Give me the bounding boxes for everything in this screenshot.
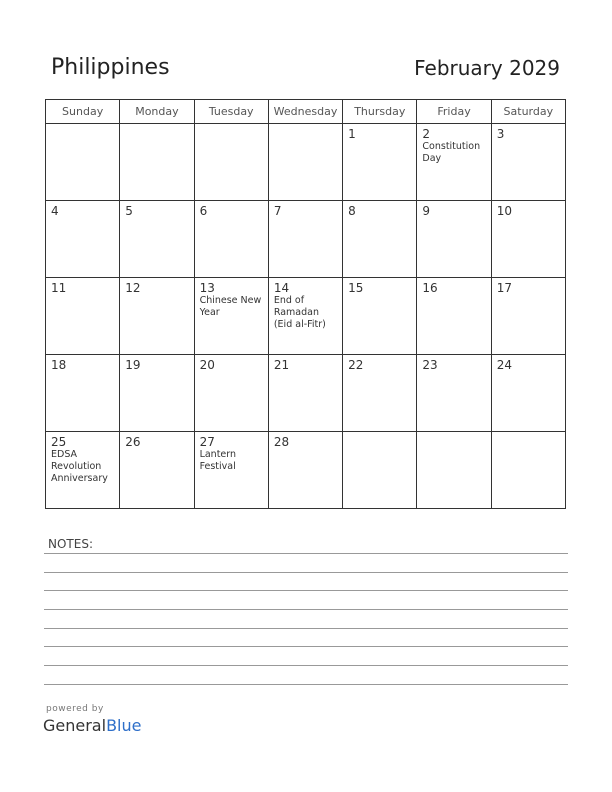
day-cell bbox=[417, 355, 491, 432]
day-cell bbox=[46, 124, 120, 201]
day-cell bbox=[343, 124, 417, 201]
day-cell bbox=[343, 432, 417, 509]
calendar-month: February 2029 bbox=[414, 56, 560, 80]
day-cell bbox=[268, 432, 342, 509]
day-number: 20 bbox=[199, 358, 215, 372]
day-cell bbox=[491, 355, 565, 432]
day-cell bbox=[120, 355, 194, 432]
note-line bbox=[44, 572, 568, 573]
day-number: 24 bbox=[496, 358, 512, 372]
calendar-grid bbox=[45, 99, 566, 509]
note-line bbox=[44, 665, 568, 666]
day-cell bbox=[343, 355, 417, 432]
note-line bbox=[44, 609, 568, 610]
week-row bbox=[46, 432, 566, 509]
day-number: 21 bbox=[273, 358, 290, 372]
day-number: 11 bbox=[51, 281, 67, 295]
day-cell bbox=[268, 201, 342, 278]
week-row bbox=[46, 201, 566, 278]
day-number bbox=[195, 124, 268, 127]
day-number bbox=[46, 124, 119, 127]
day-cell bbox=[120, 432, 194, 509]
note-line bbox=[44, 553, 568, 554]
day-number: 13 bbox=[199, 281, 215, 295]
day-cell bbox=[120, 278, 194, 355]
day-number: 8 bbox=[348, 204, 356, 218]
brand-general: General bbox=[43, 716, 107, 735]
day-number: 16 bbox=[422, 281, 438, 295]
day-number: 28 bbox=[273, 435, 290, 449]
weekday-header: Wednesday bbox=[268, 100, 342, 124]
week-row bbox=[46, 278, 566, 355]
day-number bbox=[269, 124, 342, 127]
week-row bbox=[46, 355, 566, 432]
day-cell bbox=[417, 432, 491, 509]
day-cell bbox=[46, 355, 120, 432]
day-number: 18 bbox=[51, 358, 67, 372]
day-number bbox=[343, 432, 416, 435]
day-cell bbox=[194, 355, 268, 432]
day-number: 17 bbox=[496, 281, 512, 295]
day-cell bbox=[343, 201, 417, 278]
day-cell bbox=[417, 278, 491, 355]
day-number: 12 bbox=[125, 281, 141, 295]
day-cell bbox=[46, 278, 120, 355]
weekday-header: Thursday bbox=[343, 100, 417, 124]
weekday-header-row bbox=[46, 100, 566, 124]
day-number: 22 bbox=[348, 358, 364, 372]
holiday-label: Lantern Festival bbox=[199, 449, 237, 472]
day-number: 19 bbox=[125, 358, 141, 372]
day-number bbox=[120, 124, 193, 127]
day-number: 26 bbox=[125, 435, 141, 449]
week-row bbox=[46, 124, 566, 201]
notes-label: NOTES: bbox=[48, 537, 93, 551]
day-cell bbox=[194, 432, 268, 509]
day-cell bbox=[417, 124, 491, 201]
note-line bbox=[44, 684, 568, 685]
calendar-country: Philippines bbox=[51, 55, 170, 80]
brand-logo[interactable] bbox=[43, 716, 141, 735]
day-number: 27 bbox=[199, 435, 215, 449]
note-line bbox=[44, 590, 568, 591]
day-cell bbox=[194, 124, 268, 201]
weekday-header: Monday bbox=[120, 100, 194, 124]
weekday-header: Tuesday bbox=[194, 100, 268, 124]
weekday-header: Friday bbox=[417, 100, 491, 124]
day-number: 6 bbox=[199, 204, 208, 218]
weekday-header: Sunday bbox=[46, 100, 120, 124]
day-cell bbox=[491, 124, 565, 201]
holiday-label: EDSA Revolution Anniversary bbox=[51, 449, 108, 484]
day-number: 14 bbox=[273, 281, 290, 295]
day-number: 4 bbox=[51, 204, 59, 218]
day-cell bbox=[120, 201, 194, 278]
day-cell bbox=[46, 432, 120, 509]
day-cell bbox=[268, 355, 342, 432]
day-number: 7 bbox=[273, 204, 282, 218]
note-line bbox=[44, 628, 568, 629]
day-cell bbox=[491, 432, 565, 509]
day-number: 2 bbox=[422, 127, 431, 141]
holiday-label: End of Ramadan (Eid al-Fitr) bbox=[273, 295, 326, 330]
day-cell bbox=[491, 201, 565, 278]
day-cell bbox=[194, 278, 268, 355]
day-number: 10 bbox=[496, 204, 512, 218]
day-number: 1 bbox=[348, 127, 356, 141]
day-cell bbox=[491, 278, 565, 355]
day-cell bbox=[343, 278, 417, 355]
day-cell bbox=[417, 201, 491, 278]
day-number: 9 bbox=[422, 204, 431, 218]
day-cell bbox=[120, 124, 194, 201]
day-number: 23 bbox=[422, 358, 438, 372]
day-number: 3 bbox=[496, 127, 505, 141]
day-number bbox=[492, 432, 565, 435]
day-number: 25 bbox=[51, 435, 67, 449]
day-cell bbox=[268, 124, 342, 201]
holiday-label: Chinese New Year bbox=[199, 295, 262, 318]
day-number bbox=[417, 432, 490, 435]
note-line bbox=[44, 646, 568, 647]
day-number: 5 bbox=[125, 204, 133, 218]
day-number: 15 bbox=[348, 281, 364, 295]
day-cell bbox=[268, 278, 342, 355]
brand-blue: Blue bbox=[106, 716, 142, 735]
powered-by-text: powered by bbox=[46, 704, 104, 714]
weekday-header: Saturday bbox=[491, 100, 565, 124]
day-cell bbox=[46, 201, 120, 278]
day-cell bbox=[194, 201, 268, 278]
holiday-label: Constitution Day bbox=[422, 141, 481, 164]
